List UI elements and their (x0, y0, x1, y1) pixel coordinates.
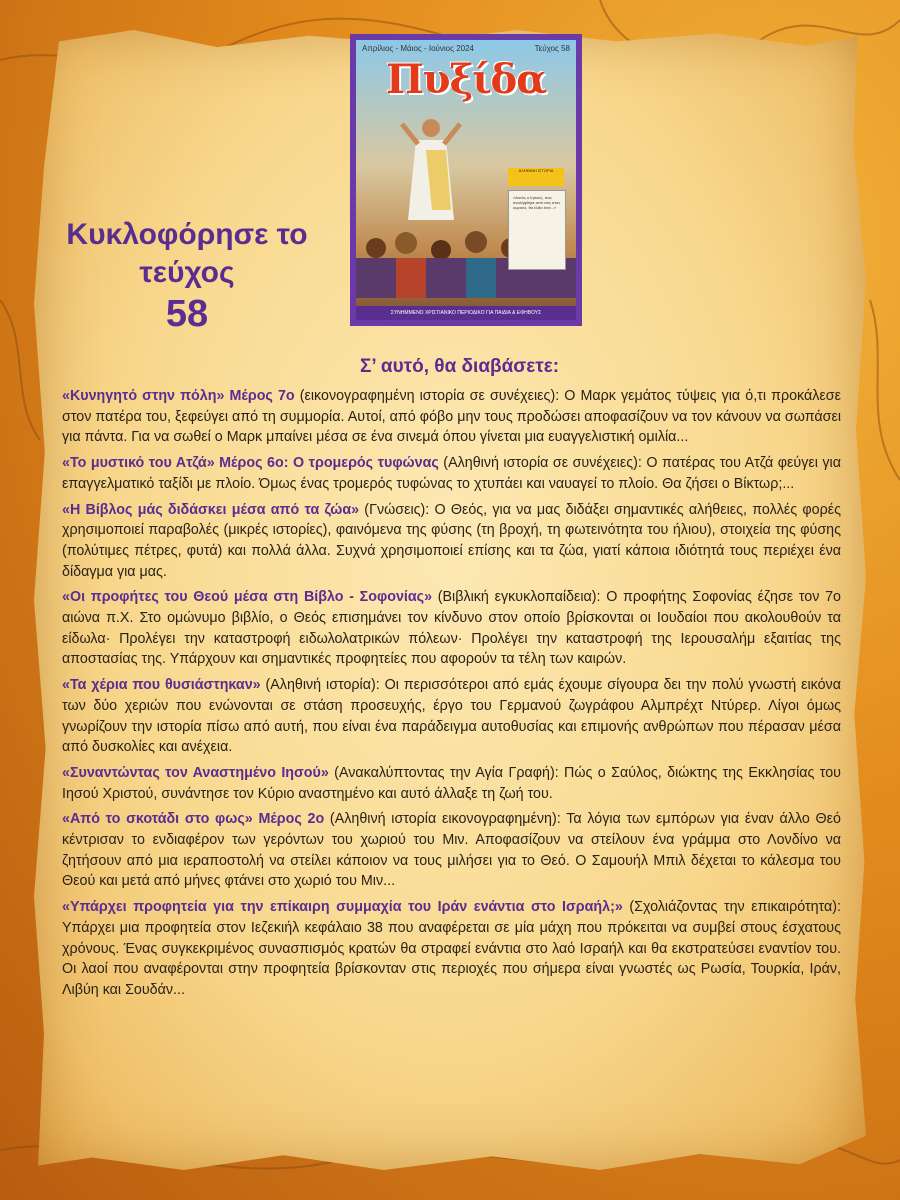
cover-badge: ΑΛΗΘΙΝΗ ΙΣΤΟΡΙΑ (508, 168, 564, 186)
list-item (62, 675, 841, 758)
entry-text: (Γνώσεις): Ο Θεός, για να μας διδάξει σημαντικές αλήθειες, πολλές φορές χρησιμοποιεί παραβολές (μικρές ιστορίες), φαινόμενα της φύσης (τη βροχή, τη φωτεινότητα του ήλιου), στοιχεία της φύσης (πολύτιμες πέτρες, φυτά) και πολλά άλλα. Συχνά χρησιμοποιεί επίσης και τα ζώα, γιατί κάποια ιδιότητά τους περιέχει ένα δίδαγμα για μας. (62, 501, 842, 580)
issue-heading (52, 216, 322, 336)
entry-text: (Αληθινή ιστορία): Οι περισσότεροι από εμάς έχουμε σίγουρα δει την πολύ γνωστή εικόνα των δύο χεριών που ενώνονται σε στάση προσευχής, έργο του Γερμανού ζωγράφου Αλμπρέχτ Ντύρερ. Λίγοι όμως γνωρίζουν την ιστορία πίσω από αυτή, που είναι ένα παράδειγμα αυτοθυσίας και επιμονής ανθρώπων που πέρασαν μέσα από δυσκολίες και ανέχεια. (62, 677, 841, 756)
magazine-logo: Πυξίδα (385, 56, 547, 103)
entry-title: «Υπάρχει προφητεία για την επίκαιρη συμμαχία του Ιράν ενάντια στο Ισραήλ;» (62, 899, 623, 916)
section-title: Σ’ αυτό, θα διαβάσετε: (360, 356, 560, 377)
list-item (62, 763, 841, 804)
entry-title: «Συναντώντας τον Αναστημένο Ιησού» (62, 764, 329, 781)
entry-title: «Κυνηγητό στην πόλη» Μέρος 7ο (62, 388, 295, 404)
entry-title: «Τα χέρια που θυσιάστηκαν» (62, 677, 261, 694)
list-item (62, 453, 841, 494)
entry-title: «Το μυστικό του Ατζά» Μέρος 6ο: Ο τρομερός τυφώνας (62, 455, 439, 472)
cover-quote-note: «Αυτός ο Ιησούς, που αναλήφθηκε από σας στον ουρανό, θα έλθει έτσι...» (508, 190, 566, 270)
entry-title: «Από το σκοτάδι στο φως» Μέρος 2ο (62, 811, 325, 828)
list-item (62, 809, 841, 892)
entry-text: (Σχολιάζοντας την επικαιρότητα): Υπάρχει μια προφητεία στον Ιεζεκιήλ κεφάλαιο 38 που αναφέρεται σε μία μάχη που πρόκειται να συμβεί στους έσχατους χρόνους. Ένας συγκεκριμένος συνασπισμός κρατών θα στραφεί ενάντια στο λαό Ισραήλ και θα εκστρατεύσει εναντίον του. Οι λαοί που αναφέρονται στην προφητεία βρίσκονταν στις περιοχές που σήμερα είναι γνωστές ως Ρωσία, Τουρκία, Ιράν, Λιβύη και Σουδάν... (62, 899, 841, 998)
cover-issue: Τεύχος 58 (534, 44, 570, 53)
entry-text: (Αληθινή ιστορία σε συνέχειες): Ο πατέρας του Ατζά φεύγει για επαγγελματικό ταξίδι με πλοίο. Όμως ένας τρομερός τυφώνας το χτυπάει και ναυαγεί το πλοίο. Θα ζήσει ο Βίκτωρ;... (62, 455, 841, 492)
cover-tagline: ΣΥΝΗΜΜΕΝΟ ΧΡΙΣΤΙΑΝΙΚΟ ΠΕΡΙΟΔΙΚΟ ΓΙΑ ΠΑΙΔΙΑ & ΕΦΗΒΟΥΣ (356, 306, 576, 320)
entry-text: (Βιβλική εγκυκλοπαίδεια): Ο προφήτης Σοφονίας έζησε τον 7ο αιώνα π.Χ. Στο ομώνυμο βιβλίο, ο Θεός επισημάνει τον κίνδυνο στον οποίο βρίσκονται οι Ιουδαίοι που ακολουθούν τα είδωλα· Προλέγει την καταστροφή ειδωλολατρικών πόλεων· Προλέγει την καταστροφή της Ιερουσαλήμ εξαιτίας της αποστασίας της. Υπάρχουν και σημαντικές προφητείες που αφορούν τα τέλη των καιρών. (62, 589, 841, 668)
entry-title: «Η Βίβλος μάς διδάσκει μέσα από τα ζώα» (62, 501, 360, 518)
list-item (62, 386, 841, 448)
entry-title: «Οι προφήτες του Θεού μέσα στη Βίβλο - Σοφονίας» (62, 589, 433, 606)
issue-number: 58 (165, 293, 209, 335)
list-item (62, 587, 841, 670)
cover-date: Απρίλιος - Μάιος - Ιούνιος 2024 (362, 44, 475, 53)
contents-list (62, 386, 841, 1006)
issue-heading-line2: τεύχος (139, 256, 235, 289)
entry-text: (Αληθινή ιστορία εικονογραφημένη): Τα λόγια των εμπόρων για έναν άλλο Θεό κέντρισαν το ενδιαφέρον των γερόντων του χωριού του Μιν. Αποφασίζουν να στείλουν ένα γράμμα στο Λονδίνο να ζητήσουν από μια ιεραποστολή να στείλει κάποιον να τους μιλήσει για το Θεό. Ο Σαμουήλ Μπιλ δέχεται το κάλεσμα του Θεού και μετά από μήνες φτάνει στο χωριό του Μιν... (62, 811, 841, 890)
magazine-cover (350, 34, 582, 326)
issue-heading-line1: Κυκλοφόρησε το (66, 218, 308, 251)
entry-text: (Ανακαλύπτοντας την Αγία Γραφή): Πώς ο Σαύλος, διώκτης της Εκκλησίας του Ιησού Χριστού, συνάντησε τον Κύριο αναστημένο και αυτό άλλαξε τη ζωή του. (62, 764, 841, 802)
jesus-figure-illustration (396, 110, 466, 240)
list-item (62, 897, 841, 1001)
list-item (62, 500, 841, 583)
entry-text: (εικονογραφημένη ιστορία σε συνέχειες): Ο Μαρκ γεμάτος τύψεις για ό,τι προκάλεσε στον πατέρα του, ξεφεύγει από τη συμμορία. Αυτοί, από φόβο μην τους προδώσει αποφασίζουν να τον κάνουν να σωπάσει για πάντα. Για να σωθεί ο Μαρκ μπαίνει μέσα σε ένα σινεμά όπου γίνεται μια ευαγγελιστική ομιλία... (62, 388, 842, 446)
